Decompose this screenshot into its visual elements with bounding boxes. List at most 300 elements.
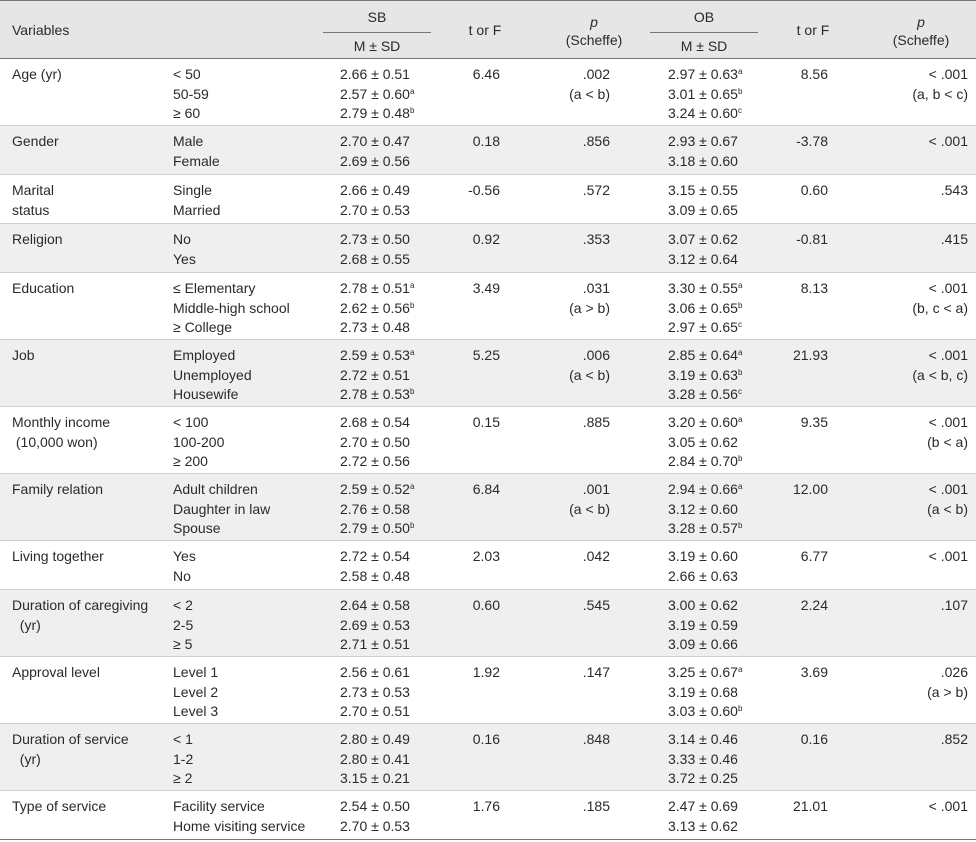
variable-name xyxy=(12,730,162,769)
mean-sd-text: 2.84 ± 0.70 xyxy=(668,453,738,469)
variable-name xyxy=(12,230,162,250)
header-ob-rule xyxy=(650,32,758,33)
mean-sd-value xyxy=(668,769,778,789)
mean-sd-text: 2.68 ± 0.55 xyxy=(340,250,410,267)
ob-mean-sd xyxy=(668,132,778,171)
category-label xyxy=(173,480,313,539)
sb-p-value-line: .572 xyxy=(582,182,610,198)
mean-sd-text: 2.97 ± 0.65 xyxy=(668,319,738,335)
table-row xyxy=(0,791,976,840)
mean-sd-value xyxy=(340,65,450,85)
header-sb-p: p xyxy=(590,14,598,30)
variable-name-line: Type of service xyxy=(12,798,107,814)
sb-mean-sd xyxy=(340,413,450,472)
ob-mean-sd xyxy=(668,797,778,836)
header-ob-scheffe: (Scheffe) xyxy=(892,32,950,48)
sb-p-value-line: (a < b) xyxy=(569,85,610,102)
mean-sd-text: 2.78 ± 0.53 xyxy=(340,386,410,402)
table-row xyxy=(0,273,976,340)
variable-name xyxy=(12,132,162,152)
mean-sd-value xyxy=(340,702,450,722)
mean-sd-text: 3.33 ± 0.46 xyxy=(668,750,738,767)
sb-p-value-line: .885 xyxy=(582,414,610,430)
variable-name xyxy=(12,65,162,85)
sb-t-or-f xyxy=(456,596,500,616)
group-superscript: a xyxy=(737,67,743,76)
ob-p-value-line: (b < a) xyxy=(927,433,968,450)
ob-p-value-line: .107 xyxy=(940,597,968,613)
mean-sd-value xyxy=(340,797,450,817)
ob-p-value-line: (a > b) xyxy=(927,683,968,700)
mean-sd-text: 2.69 ± 0.53 xyxy=(340,616,410,633)
ob-p-value-line: < .001 xyxy=(928,347,968,363)
sb-p-value xyxy=(520,797,610,817)
ob-p-value xyxy=(860,230,968,250)
sb-t-or-f-line: 1.92 xyxy=(472,664,500,680)
category-label-line: Male xyxy=(173,133,204,149)
mean-sd-text: 2.80 ± 0.49 xyxy=(340,731,410,747)
header-ob: OB xyxy=(693,9,715,25)
group-superscript: b xyxy=(737,454,743,463)
ob-t-or-f xyxy=(780,346,828,366)
mean-sd-value xyxy=(340,730,450,750)
group-superscript: a xyxy=(409,348,415,357)
ob-mean-sd xyxy=(668,663,778,722)
mean-sd-value xyxy=(340,750,450,770)
mean-sd-text: 3.13 ± 0.62 xyxy=(668,817,738,834)
category-label xyxy=(173,65,313,124)
variable-name-line: Duration of caregiving xyxy=(12,597,149,613)
ob-mean-sd xyxy=(668,279,778,338)
group-superscript: b xyxy=(737,521,743,530)
variable-name-line: Monthly income xyxy=(12,414,111,430)
group-superscript: a xyxy=(737,348,743,357)
mean-sd-value xyxy=(340,567,450,587)
mean-sd-text: 2.73 ± 0.53 xyxy=(340,683,410,700)
sb-p-value xyxy=(520,132,610,152)
mean-sd-value xyxy=(668,65,778,85)
mean-sd-value xyxy=(668,663,778,683)
ob-t-or-f-line: 12.00 xyxy=(792,481,828,497)
variable-name-line: Family relation xyxy=(12,481,104,497)
sb-p-value-line: .185 xyxy=(582,798,610,814)
category-label-line: ≥ 200 xyxy=(173,453,208,469)
table-row xyxy=(0,224,976,273)
category-label-line: Yes xyxy=(173,548,196,564)
mean-sd-value xyxy=(340,769,450,789)
ob-p-value xyxy=(860,547,968,567)
sb-t-or-f xyxy=(456,413,500,433)
mean-sd-text: 3.20 ± 0.60 xyxy=(668,414,738,430)
sb-p-value xyxy=(520,663,610,683)
ob-t-or-f-line: 21.93 xyxy=(792,347,828,363)
mean-sd-text: 2.62 ± 0.56 xyxy=(340,299,410,316)
ob-p-value-line: < .001 xyxy=(928,280,968,296)
variable-name-line: status xyxy=(12,201,50,218)
variable-name xyxy=(12,547,162,567)
mean-sd-value xyxy=(340,132,450,152)
group-superscript: b xyxy=(737,367,743,377)
ob-t-or-f xyxy=(780,663,828,683)
ob-t-or-f xyxy=(780,730,828,750)
mean-sd-text: 3.15 ± 0.55 xyxy=(668,182,738,198)
mean-sd-text: 3.06 ± 0.65 xyxy=(668,299,738,316)
category-label-line: Unemployed xyxy=(173,366,252,383)
ob-t-or-f xyxy=(780,181,828,201)
ob-t-or-f-line: 2.24 xyxy=(800,597,828,613)
group-superscript: a xyxy=(737,482,743,491)
sb-t-or-f-line: 6.46 xyxy=(472,66,500,82)
variable-name xyxy=(12,181,162,220)
sb-p-value xyxy=(520,279,610,318)
ob-p-value-line: .543 xyxy=(940,182,968,198)
sb-p-value xyxy=(520,413,610,433)
sb-p-value-line: .042 xyxy=(582,548,610,564)
header-ob-t-or-f: t or F xyxy=(796,22,830,38)
mean-sd-text: 2.70 ± 0.53 xyxy=(340,817,410,834)
sb-mean-sd xyxy=(340,65,450,124)
variable-name xyxy=(12,596,162,635)
mean-sd-text: 2.70 ± 0.51 xyxy=(340,703,410,719)
header-ob-p: p xyxy=(917,14,925,30)
sb-p-value xyxy=(520,596,610,616)
sb-p-value-line: .006 xyxy=(582,347,610,363)
mean-sd-text: 3.05 ± 0.62 xyxy=(668,433,738,450)
variable-name xyxy=(12,413,162,452)
mean-sd-value xyxy=(668,635,778,655)
mean-sd-text: 3.09 ± 0.65 xyxy=(668,201,738,218)
mean-sd-value xyxy=(668,547,778,567)
category-label-line: Adult children xyxy=(173,481,258,497)
ob-p-value-line: .415 xyxy=(940,231,968,247)
header-sb-rule xyxy=(323,32,431,33)
category-label-line: Employed xyxy=(173,347,236,363)
mean-sd-text: 2.70 ± 0.47 xyxy=(340,133,410,149)
group-superscript: b xyxy=(737,86,743,96)
mean-sd-text: 3.72 ± 0.25 xyxy=(668,770,738,786)
mean-sd-value xyxy=(668,201,778,221)
mean-sd-text: 3.30 ± 0.55 xyxy=(668,280,738,296)
mean-sd-text: 2.69 ± 0.56 xyxy=(340,152,410,169)
sb-p-value-line: (a > b) xyxy=(569,299,610,316)
mean-sd-text: 3.19 ± 0.59 xyxy=(668,616,738,633)
category-label-line: Yes xyxy=(173,250,196,267)
sb-mean-sd xyxy=(340,596,450,655)
mean-sd-value xyxy=(668,104,778,124)
sb-p-value-line: .848 xyxy=(582,731,610,747)
mean-sd-text: 3.12 ± 0.60 xyxy=(668,500,738,517)
variable-name-line: Duration of service xyxy=(12,731,129,747)
mean-sd-text: 2.76 ± 0.58 xyxy=(340,500,410,517)
mean-sd-text: 2.94 ± 0.66 xyxy=(668,481,738,497)
ob-t-or-f-line: 6.77 xyxy=(800,548,828,564)
sb-t-or-f xyxy=(456,797,500,817)
mean-sd-text: 2.72 ± 0.51 xyxy=(340,366,410,383)
mean-sd-text: 3.19 ± 0.63 xyxy=(668,366,738,383)
mean-sd-text: 3.14 ± 0.46 xyxy=(668,731,738,747)
sb-t-or-f-line: 6.84 xyxy=(472,481,500,497)
table-row xyxy=(0,59,976,126)
mean-sd-value xyxy=(668,452,778,472)
category-label xyxy=(173,346,313,405)
sb-t-or-f xyxy=(456,230,500,250)
variable-name-line: Living together xyxy=(12,548,104,564)
group-superscript: a xyxy=(737,281,743,290)
sb-t-or-f xyxy=(456,730,500,750)
mean-sd-value xyxy=(340,346,450,366)
mean-sd-text: 3.00 ± 0.62 xyxy=(668,597,738,613)
category-label-line: < 2 xyxy=(173,597,193,613)
category-label-line: No xyxy=(173,231,191,247)
sb-p-value-line: (a < b) xyxy=(569,500,610,517)
group-superscript: a xyxy=(737,665,743,674)
mean-sd-text: 3.19 ± 0.60 xyxy=(668,548,738,564)
ob-t-or-f xyxy=(780,480,828,500)
ob-t-or-f xyxy=(780,596,828,616)
ob-mean-sd xyxy=(668,181,778,220)
mean-sd-value xyxy=(668,318,778,338)
sb-t-or-f xyxy=(456,132,500,152)
ob-mean-sd xyxy=(668,230,778,269)
sb-mean-sd xyxy=(340,346,450,405)
ob-p-value xyxy=(860,730,968,750)
mean-sd-value xyxy=(668,730,778,750)
mean-sd-value xyxy=(340,547,450,567)
ob-t-or-f-line: -0.81 xyxy=(796,231,828,247)
sb-mean-sd xyxy=(340,181,450,220)
sb-p-value xyxy=(520,480,610,519)
ob-p-value xyxy=(860,65,968,104)
mean-sd-text: 2.70 ± 0.50 xyxy=(340,433,410,450)
variable-name-line: Age (yr) xyxy=(12,66,62,82)
category-label-line: Housewife xyxy=(173,386,239,402)
mean-sd-value xyxy=(668,413,778,433)
header-sb-scheffe: (Scheffe) xyxy=(565,32,623,48)
mean-sd-text: 2.73 ± 0.48 xyxy=(340,319,410,335)
ob-t-or-f xyxy=(780,230,828,250)
sb-t-or-f-line: 2.03 xyxy=(472,548,500,564)
mean-sd-text: 3.01 ± 0.65 xyxy=(668,85,738,102)
mean-sd-value xyxy=(668,299,778,319)
sb-p-value-line: .001 xyxy=(582,481,610,497)
table-row xyxy=(0,590,976,657)
mean-sd-text: 3.24 ± 0.60 xyxy=(668,105,738,121)
mean-sd-value xyxy=(340,452,450,472)
mean-sd-text: 2.58 ± 0.48 xyxy=(340,567,410,584)
category-label xyxy=(173,730,313,789)
mean-sd-value xyxy=(340,152,450,172)
variable-name-line: Job xyxy=(12,347,35,363)
ob-p-value-line: .852 xyxy=(940,731,968,747)
ob-p-value xyxy=(860,181,968,201)
mean-sd-text: 2.68 ± 0.54 xyxy=(340,414,410,430)
mean-sd-value xyxy=(668,279,778,299)
mean-sd-text: 3.09 ± 0.66 xyxy=(668,636,738,652)
mean-sd-text: 2.57 ± 0.60 xyxy=(340,85,410,102)
variable-name xyxy=(12,279,162,299)
mean-sd-value xyxy=(668,230,778,250)
mean-sd-value xyxy=(668,596,778,616)
sb-p-value xyxy=(520,547,610,567)
table-body xyxy=(0,59,976,840)
sb-t-or-f-line: 3.49 xyxy=(472,280,500,296)
category-label-line: 1-2 xyxy=(173,750,194,767)
category-label xyxy=(173,132,313,171)
table-header xyxy=(0,0,976,59)
variable-name-line: Marital xyxy=(12,182,55,198)
variable-name xyxy=(12,663,162,683)
category-label-line: < 50 xyxy=(173,66,201,82)
sb-t-or-f xyxy=(456,480,500,500)
mean-sd-text: 2.85 ± 0.64 xyxy=(668,347,738,363)
table-row xyxy=(0,126,976,175)
ob-p-value-line: < .001 xyxy=(928,66,968,82)
mean-sd-text: 3.15 ± 0.21 xyxy=(340,770,410,786)
mean-sd-value xyxy=(668,433,778,453)
category-label-line: ≥ 5 xyxy=(173,636,193,652)
ob-p-value-line: < .001 xyxy=(928,798,968,814)
group-superscript: b xyxy=(409,521,415,530)
category-label-line: Married xyxy=(173,201,221,218)
mean-sd-text: 3.03 ± 0.60 xyxy=(668,703,738,719)
mean-sd-value xyxy=(668,346,778,366)
mean-sd-value xyxy=(340,366,450,386)
ob-t-or-f xyxy=(780,279,828,299)
mean-sd-value xyxy=(668,750,778,770)
mean-sd-text: 3.19 ± 0.68 xyxy=(668,683,738,700)
table-row xyxy=(0,175,976,224)
category-label-line: No xyxy=(173,567,191,584)
mean-sd-value xyxy=(668,702,778,722)
table-row xyxy=(0,541,976,590)
header-variables: Variables xyxy=(12,22,70,38)
mean-sd-text: 2.64 ± 0.58 xyxy=(340,597,410,613)
sb-t-or-f xyxy=(456,346,500,366)
group-superscript: c xyxy=(737,106,742,115)
category-label-line: 50-59 xyxy=(173,85,209,102)
table-row xyxy=(0,340,976,407)
mean-sd-text: 2.66 ± 0.63 xyxy=(668,567,738,584)
mean-sd-text: 2.59 ± 0.52 xyxy=(340,481,410,497)
mean-sd-value xyxy=(340,500,450,520)
sb-p-value-line: .002 xyxy=(582,66,610,82)
mean-sd-value xyxy=(668,152,778,172)
category-label-line: < 1 xyxy=(173,731,193,747)
category-label-line: 100-200 xyxy=(173,433,225,450)
mean-sd-value xyxy=(668,817,778,837)
variable-name-line: (yr) xyxy=(12,616,41,633)
mean-sd-value xyxy=(340,817,450,837)
group-superscript: a xyxy=(409,86,415,96)
table-row xyxy=(0,407,976,474)
variable-name-line: (10,000 won) xyxy=(12,433,98,450)
sb-p-value xyxy=(520,730,610,750)
sb-p-value xyxy=(520,346,610,385)
mean-sd-text: 3.12 ± 0.64 xyxy=(668,250,738,267)
mean-sd-value xyxy=(668,132,778,152)
mean-sd-text: 2.66 ± 0.51 xyxy=(340,66,410,82)
header-ob-msd: M ± SD xyxy=(680,38,728,54)
sb-mean-sd xyxy=(340,480,450,539)
ob-p-value xyxy=(860,413,968,452)
mean-sd-value xyxy=(668,366,778,386)
sb-mean-sd xyxy=(340,132,450,171)
category-label-line: ≤ Elementary xyxy=(173,280,256,296)
mean-sd-value xyxy=(668,797,778,817)
mean-sd-text: 2.73 ± 0.50 xyxy=(340,231,410,247)
mean-sd-value xyxy=(340,663,450,683)
mean-sd-text: 2.80 ± 0.41 xyxy=(340,750,410,767)
sb-t-or-f xyxy=(456,181,500,201)
group-superscript: b xyxy=(409,106,415,115)
sb-t-or-f xyxy=(456,547,500,567)
mean-sd-value xyxy=(340,279,450,299)
category-label-line: ≥ 2 xyxy=(173,770,193,786)
variable-name xyxy=(12,480,162,500)
ob-p-value xyxy=(860,480,968,519)
mean-sd-value xyxy=(668,250,778,270)
group-superscript: c xyxy=(737,387,742,396)
ob-t-or-f-line: -3.78 xyxy=(796,133,828,149)
sb-t-or-f xyxy=(456,663,500,683)
mean-sd-value xyxy=(340,85,450,105)
ob-p-value-line: < .001 xyxy=(928,481,968,497)
sb-mean-sd xyxy=(340,230,450,269)
group-superscript: a xyxy=(737,415,743,424)
sb-p-value-line: .856 xyxy=(582,133,610,149)
mean-sd-value xyxy=(340,201,450,221)
sb-p-value-line: .353 xyxy=(582,231,610,247)
mean-sd-value xyxy=(340,299,450,319)
ob-t-or-f xyxy=(780,132,828,152)
mean-sd-text: 2.71 ± 0.51 xyxy=(340,636,410,652)
mean-sd-value xyxy=(340,635,450,655)
sb-p-value-line: .147 xyxy=(582,664,610,680)
ob-t-or-f-line: 8.13 xyxy=(800,280,828,296)
mean-sd-text: 2.59 ± 0.53 xyxy=(340,347,410,363)
sb-t-or-f-line: 0.16 xyxy=(472,731,500,747)
mean-sd-text: 2.79 ± 0.48 xyxy=(340,105,410,121)
sb-p-value-line: (a < b) xyxy=(569,366,610,383)
variable-name-line: Approval level xyxy=(12,664,100,680)
ob-t-or-f xyxy=(780,65,828,85)
variable-name-line: (yr) xyxy=(12,750,41,767)
category-label-line: Level 1 xyxy=(173,664,219,680)
mean-sd-text: 3.18 ± 0.60 xyxy=(668,152,738,169)
category-label-line: Home visiting service xyxy=(173,817,306,834)
variable-name-line: Religion xyxy=(12,231,63,247)
mean-sd-value xyxy=(668,519,778,539)
table-row xyxy=(0,474,976,541)
sb-t-or-f xyxy=(456,65,500,85)
category-label-line: 2-5 xyxy=(173,616,194,633)
group-superscript: b xyxy=(737,300,743,310)
sb-p-value xyxy=(520,181,610,201)
sb-t-or-f-line: 1.76 xyxy=(472,798,500,814)
group-superscript: c xyxy=(737,320,742,329)
category-label-line: ≥ 60 xyxy=(173,105,201,121)
ob-p-value xyxy=(860,279,968,318)
ob-t-or-f-line: 0.60 xyxy=(800,182,828,198)
ob-p-value xyxy=(860,797,968,817)
mean-sd-value xyxy=(340,616,450,636)
category-label xyxy=(173,596,313,655)
mean-sd-value xyxy=(668,181,778,201)
ob-p-value xyxy=(860,346,968,385)
mean-sd-value xyxy=(340,519,450,539)
category-label-line: Spouse xyxy=(173,520,221,536)
ob-p-value-line: (a, b < c) xyxy=(912,85,968,102)
